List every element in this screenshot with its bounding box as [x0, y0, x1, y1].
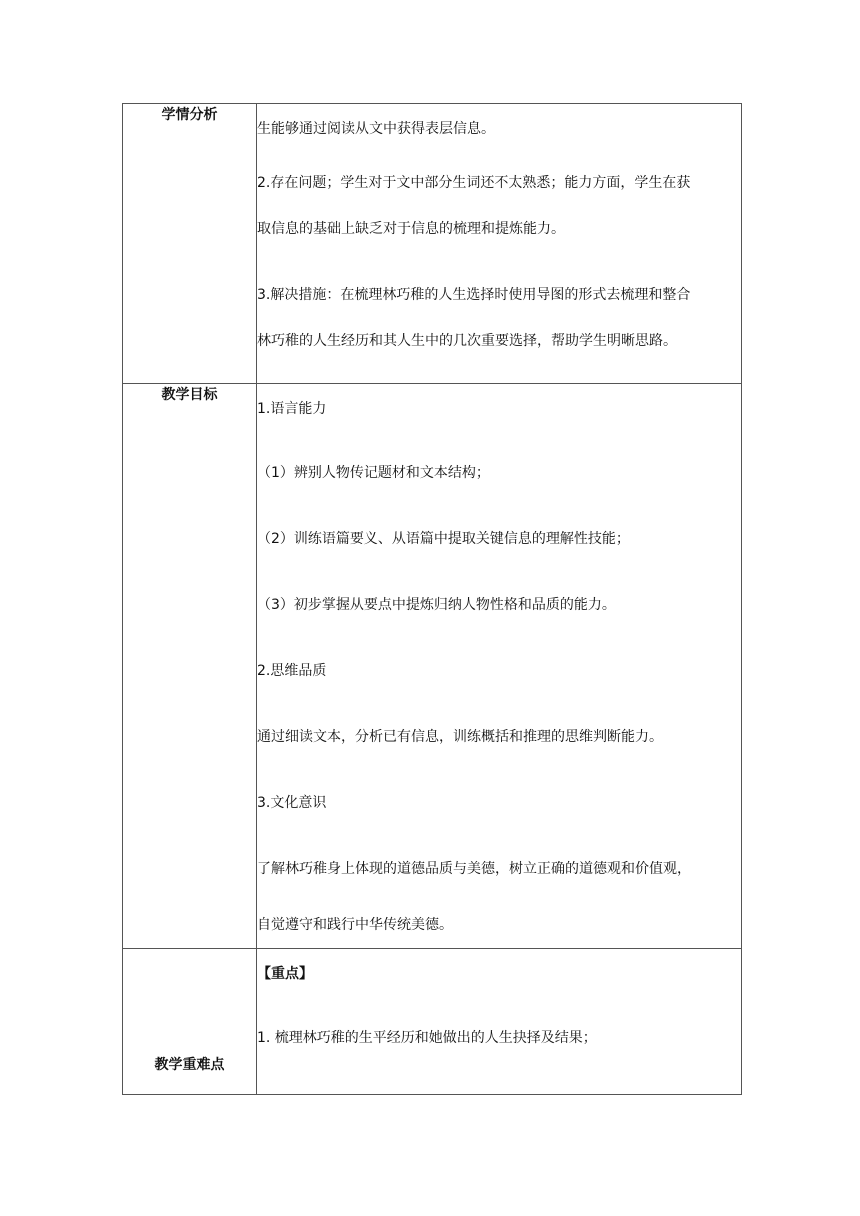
content-line: （3）初步掌握从要点中提炼归纳人物性格和品质的能力。 [257, 597, 616, 613]
content-line: 通过细读文本，分析已有信息，训练概括和推理的思维判断能力。 [257, 729, 663, 745]
content-line: 取信息的基础上缺乏对于信息的梳理和提炼能力。 [257, 221, 565, 237]
line-spacer [257, 252, 741, 272]
row-content-cell [257, 949, 742, 1095]
row-label: 学情分析 [161, 107, 218, 123]
row-label-cell [123, 104, 257, 384]
table-row-learner-analysis [123, 104, 742, 384]
content-line: 2.思维品质 [257, 663, 327, 679]
row-label-cell [123, 949, 257, 1095]
row-label: 教学目标 [161, 387, 218, 403]
content-line: （1）辨别人物传记题材和文本结构； [257, 465, 490, 481]
content-line: 自觉遵守和践行中华传统美德。 [257, 917, 453, 933]
content-line: 2.存在问题；学生对于文中部分生词还不太熟悉；能力方面，学生在获 [257, 175, 691, 191]
content-line: 1. 梳理林巧稚的生平经历和她做出的人生抉择及结果； [257, 1030, 597, 1046]
content-line: 3.文化意识 [257, 795, 327, 811]
content-line: 林巧稚的人生经历和其人生中的几次重要选择，帮助学生明晰思路。 [257, 333, 677, 349]
table-row-key-difficult-points [123, 949, 742, 1095]
content-line: 3.解决措施：在梳理林巧稚的人生选择时使用导图的形式去梳理和整合 [257, 287, 691, 303]
row-label-cell [123, 384, 257, 949]
section-heading: 【重点】 [257, 966, 313, 982]
content-line: 1.语言能力 [257, 401, 327, 417]
content-line: （2）训练语篇要义、从语篇中提取关键信息的理解性技能； [257, 531, 630, 547]
content-line: 生能够通过阅读从文中获得表层信息。 [257, 121, 495, 137]
lesson-plan-table [122, 103, 742, 1095]
row-label: 教学重难点 [154, 1057, 225, 1073]
table-row-teaching-objectives [123, 384, 742, 949]
content-line: 了解林巧稚身上体现的道德品质与美德，树立正确的道德观和价值观， [257, 861, 691, 877]
row-content-cell [257, 104, 742, 384]
row-content-cell [257, 384, 742, 949]
